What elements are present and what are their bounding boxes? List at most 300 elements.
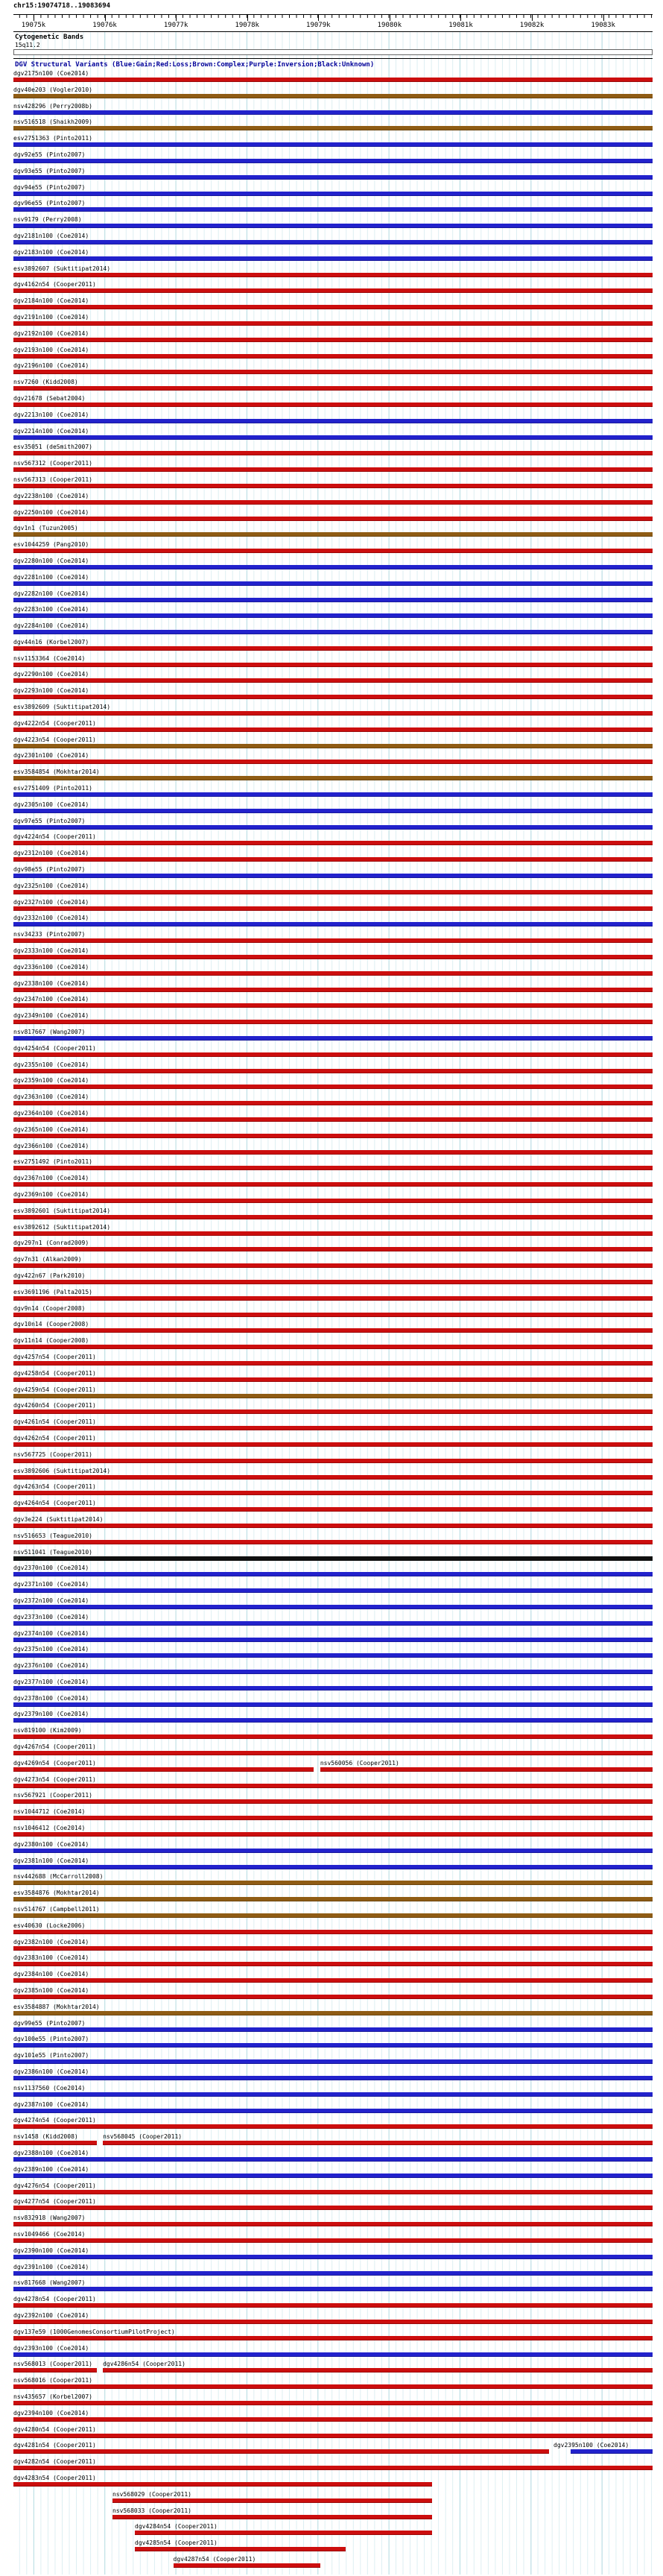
variant-label[interactable]: dgv4224n54 (Cooper2011) bbox=[13, 833, 96, 841]
variant-label[interactable]: dgv97e55 (Pinto2007) bbox=[13, 817, 86, 824]
variant-label[interactable]: dgv2373n100 (Coe2014) bbox=[13, 1613, 89, 1620]
variant-label[interactable]: dgv93e55 (Pinto2007) bbox=[13, 167, 86, 174]
variant-bar[interactable] bbox=[13, 224, 653, 228]
variant-bar[interactable] bbox=[13, 354, 653, 359]
variant-bar[interactable] bbox=[13, 159, 653, 163]
variant-bar[interactable] bbox=[13, 2287, 653, 2291]
variant-bar[interactable] bbox=[13, 581, 653, 586]
variant-bar[interactable] bbox=[13, 1426, 653, 1430]
variant-label[interactable]: dgv4262n54 (Cooper2011) bbox=[13, 1434, 96, 1442]
variant-label[interactable]: dgv422n67 (Park2010) bbox=[13, 1272, 86, 1279]
variant-bar[interactable] bbox=[13, 435, 653, 440]
variant-label[interactable]: dgv297n1 (Conrad2009) bbox=[13, 1240, 89, 1247]
variant-bar[interactable] bbox=[112, 2498, 432, 2503]
variant-label[interactable]: nsv1153364 (Coe2014) bbox=[13, 654, 86, 662]
variant-bar[interactable] bbox=[13, 1995, 653, 1999]
variant-bar[interactable] bbox=[13, 598, 653, 602]
variant-label[interactable]: dgv2383n100 (Coe2014) bbox=[13, 1954, 89, 1962]
variant-bar[interactable] bbox=[13, 1231, 653, 1236]
variant-bar[interactable] bbox=[13, 1572, 653, 1576]
variant-label[interactable]: dgv4260n54 (Cooper2011) bbox=[13, 1402, 96, 1409]
variant-bar[interactable] bbox=[13, 2157, 653, 2162]
variant-label[interactable]: nsv7260 (Kidd2008) bbox=[13, 379, 78, 386]
variant-bar[interactable] bbox=[13, 192, 653, 196]
variant-bar[interactable] bbox=[13, 532, 653, 537]
variant-label[interactable]: dgv2380n100 (Coe2014) bbox=[13, 1840, 89, 1848]
variant-bar[interactable] bbox=[13, 1507, 653, 1512]
variant-label[interactable]: dgv2367n100 (Coe2014) bbox=[13, 1175, 89, 1182]
variant-bar[interactable] bbox=[13, 565, 653, 569]
variant-label[interactable]: nsv1137560 (Coe2014) bbox=[13, 2084, 86, 2092]
variant-label[interactable]: nsv1046412 (Coe2014) bbox=[13, 1825, 86, 1832]
variant-bar[interactable] bbox=[13, 2320, 653, 2324]
variant-label[interactable]: dgv2196n100 (Coe2014) bbox=[13, 362, 89, 370]
variant-bar[interactable] bbox=[13, 1946, 653, 1951]
variant-label[interactable]: dgv137e59 (1000GenomesConsortiumPilotProject) bbox=[13, 2328, 175, 2335]
variant-label[interactable]: dgv1n1 (Tuzun2005) bbox=[13, 525, 78, 532]
variant-label[interactable]: nsv435657 (Korbel2007) bbox=[13, 2393, 92, 2400]
variant-label[interactable]: dgv4283n54 (Cooper2011) bbox=[13, 2474, 96, 2481]
variant-bar[interactable] bbox=[13, 1816, 653, 1820]
variant-label[interactable]: dgv2284n100 (Coe2014) bbox=[13, 622, 89, 630]
variant-bar[interactable] bbox=[13, 126, 653, 130]
variant-label[interactable]: dgv2384n100 (Coe2014) bbox=[13, 1971, 89, 1978]
variant-label[interactable]: nsv817668 (Wang2007) bbox=[13, 2279, 86, 2287]
variant-label[interactable]: dgv2385n100 (Coe2014) bbox=[13, 1987, 89, 1995]
variant-bar[interactable] bbox=[13, 663, 653, 667]
variant-bar[interactable] bbox=[13, 1978, 653, 1983]
variant-label[interactable]: dgv2193n100 (Coe2014) bbox=[13, 346, 89, 353]
variant-bar[interactable] bbox=[13, 1767, 314, 1772]
variant-bar[interactable] bbox=[13, 2174, 653, 2178]
variant-label[interactable]: dgv92e55 (Pinto2007) bbox=[13, 151, 86, 158]
variant-bar[interactable] bbox=[13, 1605, 653, 1609]
variant-bar[interactable] bbox=[13, 988, 653, 992]
variant-label[interactable]: dgv2387n100 (Coe2014) bbox=[13, 2100, 89, 2108]
variant-bar[interactable] bbox=[13, 825, 653, 830]
variant-bar[interactable] bbox=[13, 613, 653, 618]
variant-label[interactable]: dgv40e203 (Vogler2010) bbox=[13, 86, 92, 93]
variant-label[interactable]: nsv819100 (Kim2009) bbox=[13, 1727, 82, 1734]
variant-label[interactable]: dgv2213n100 (Coe2014) bbox=[13, 411, 89, 418]
variant-label[interactable]: dgv2338n100 (Coe2014) bbox=[13, 979, 89, 987]
variant-label[interactable]: dgv2327n100 (Coe2014) bbox=[13, 898, 89, 906]
variant-label[interactable]: dgv4280n54 (Cooper2011) bbox=[13, 2425, 96, 2433]
variant-bar[interactable] bbox=[13, 809, 653, 813]
variant-label[interactable]: dgv2305n100 (Coe2014) bbox=[13, 801, 89, 808]
variant-label[interactable]: dgv11n14 (Cooper2008) bbox=[13, 1337, 89, 1345]
variant-label[interactable]: dgv2378n100 (Coe2014) bbox=[13, 1694, 89, 1702]
variant-label[interactable]: esv3584854 (Mokhtar2014) bbox=[13, 768, 100, 776]
variant-label[interactable]: dgv100e55 (Pinto2007) bbox=[13, 2036, 89, 2043]
variant-label[interactable]: dgv2183n100 (Coe2014) bbox=[13, 248, 89, 256]
variant-bar[interactable] bbox=[13, 1734, 653, 1739]
variant-bar[interactable] bbox=[13, 678, 653, 683]
variant-label[interactable]: dgv2283n100 (Coe2014) bbox=[13, 606, 89, 613]
variant-bar[interactable] bbox=[13, 402, 653, 407]
variant-label[interactable]: dgv2377n100 (Coe2014) bbox=[13, 1678, 89, 1685]
variant-bar[interactable] bbox=[13, 695, 653, 699]
variant-bar[interactable] bbox=[13, 2076, 653, 2080]
variant-bar[interactable] bbox=[13, 971, 653, 976]
variant-bar[interactable] bbox=[13, 338, 653, 342]
variant-bar[interactable] bbox=[13, 776, 653, 780]
variant-bar[interactable] bbox=[13, 288, 653, 293]
variant-label[interactable]: dgv2372n100 (Coe2014) bbox=[13, 1597, 89, 1604]
variant-label[interactable]: dgv4281n54 (Cooper2011) bbox=[13, 2442, 96, 2449]
variant-label[interactable]: dgv2379n100 (Coe2014) bbox=[13, 1711, 89, 1718]
variant-bar[interactable] bbox=[13, 2336, 653, 2340]
variant-bar[interactable] bbox=[13, 2092, 653, 2097]
variant-bar[interactable] bbox=[13, 517, 653, 521]
variant-bar[interactable] bbox=[13, 1361, 653, 1366]
variant-bar[interactable] bbox=[13, 938, 653, 943]
variant-bar[interactable] bbox=[13, 2417, 653, 2422]
variant-bar[interactable] bbox=[13, 240, 653, 244]
variant-label[interactable]: nsv568013 (Cooper2011) bbox=[13, 2361, 92, 2368]
variant-bar[interactable] bbox=[13, 1328, 653, 1333]
variant-bar[interactable] bbox=[13, 1621, 653, 1626]
variant-bar[interactable] bbox=[13, 2434, 653, 2438]
variant-label[interactable]: nsv832918 (Wang2007) bbox=[13, 2214, 86, 2222]
variant-bar[interactable] bbox=[13, 1524, 653, 1528]
variant-bar[interactable] bbox=[13, 1459, 653, 1463]
variant-label[interactable]: nsv568033 (Cooper2011) bbox=[112, 2507, 191, 2514]
variant-bar[interactable] bbox=[13, 1313, 653, 1317]
variant-label[interactable]: dgv2365n100 (Coe2014) bbox=[13, 1126, 89, 1133]
variant-bar[interactable] bbox=[13, 1215, 653, 1219]
variant-bar[interactable] bbox=[13, 727, 653, 732]
variant-label[interactable]: dgv2281n100 (Coe2014) bbox=[13, 573, 89, 581]
variant-bar[interactable] bbox=[13, 467, 653, 472]
variant-bar[interactable] bbox=[13, 1345, 653, 1349]
variant-label[interactable]: dgv2395n100 (Coe2014) bbox=[553, 2442, 629, 2449]
variant-bar[interactable] bbox=[13, 2109, 653, 2113]
variant-bar[interactable] bbox=[13, 760, 653, 764]
variant-label[interactable]: dgv4285n54 (Cooper2011) bbox=[135, 2539, 218, 2547]
variant-label[interactable]: dgv4162n54 (Cooper2011) bbox=[13, 281, 96, 288]
variant-label[interactable]: dgv2290n100 (Coe2014) bbox=[13, 671, 89, 678]
variant-bar[interactable] bbox=[13, 1409, 653, 1414]
variant-bar[interactable] bbox=[13, 1881, 653, 1885]
variant-bar[interactable] bbox=[13, 2384, 653, 2389]
variant-label[interactable]: nsv1458 (Kidd2008) bbox=[13, 2133, 78, 2141]
variant-label[interactable]: dgv2214n100 (Coe2014) bbox=[13, 427, 89, 435]
variant-bar[interactable] bbox=[13, 78, 653, 82]
variant-label[interactable]: nsv514767 (Campbell2011) bbox=[13, 1906, 100, 1913]
variant-label[interactable]: esv2751492 (Pinto2011) bbox=[13, 1158, 92, 1166]
variant-bar[interactable] bbox=[13, 1962, 653, 1966]
variant-bar[interactable] bbox=[13, 1718, 653, 1723]
variant-label[interactable]: esv3892607 (Suktitipat2014) bbox=[13, 265, 111, 272]
variant-bar[interactable] bbox=[13, 1670, 653, 1674]
variant-label[interactable]: dgv4257n54 (Cooper2011) bbox=[13, 1353, 96, 1360]
variant-label[interactable]: nsv1044712 (Coe2014) bbox=[13, 1808, 86, 1816]
variant-bar[interactable] bbox=[13, 1166, 653, 1170]
variant-bar[interactable] bbox=[13, 1799, 653, 1804]
variant-label[interactable]: dgv4276n54 (Cooper2011) bbox=[13, 2182, 96, 2189]
variant-label[interactable]: dgv44n16 (Korbel2007) bbox=[13, 638, 89, 645]
variant-bar[interactable] bbox=[13, 2303, 653, 2308]
variant-label[interactable]: nsv511041 (Teague2010) bbox=[13, 1548, 92, 1556]
variant-label[interactable]: dgv2325n100 (Coe2014) bbox=[13, 882, 89, 889]
variant-bar[interactable] bbox=[13, 305, 653, 309]
variant-label[interactable]: dgv2390n100 (Coe2014) bbox=[13, 2247, 89, 2254]
variant-bar[interactable] bbox=[13, 175, 653, 180]
variant-bar[interactable] bbox=[13, 1638, 653, 1642]
variant-bar[interactable] bbox=[13, 370, 653, 374]
variant-label[interactable]: dgv2364n100 (Coe2014) bbox=[13, 1110, 89, 1117]
variant-label[interactable]: dgv2349n100 (Coe2014) bbox=[13, 1012, 89, 1020]
variant-bar[interactable] bbox=[13, 1865, 653, 1869]
variant-bar[interactable] bbox=[13, 1913, 653, 1918]
variant-label[interactable]: dgv2381n100 (Coe2014) bbox=[13, 1857, 89, 1864]
variant-bar[interactable] bbox=[13, 1475, 653, 1480]
variant-label[interactable]: esv1044259 (Pang2010) bbox=[13, 541, 89, 549]
variant-label[interactable]: dgv4269n54 (Cooper2011) bbox=[13, 1759, 96, 1767]
variant-bar[interactable] bbox=[13, 110, 653, 115]
variant-label[interactable]: dgv2389n100 (Coe2014) bbox=[13, 2165, 89, 2173]
variant-bar[interactable] bbox=[13, 484, 653, 488]
variant-label[interactable]: dgv4258n54 (Cooper2011) bbox=[13, 1369, 96, 1377]
variant-label[interactable]: dgv7n31 (Alkan2009) bbox=[13, 1256, 82, 1263]
variant-label[interactable]: nsv560056 (Cooper2011) bbox=[320, 1759, 399, 1767]
variant-bar[interactable] bbox=[13, 256, 653, 261]
variant-bar[interactable] bbox=[13, 857, 653, 862]
variant-label[interactable]: dgv2375n100 (Coe2014) bbox=[13, 1646, 89, 1653]
variant-label[interactable]: dgv4261n54 (Cooper2011) bbox=[13, 1418, 96, 1426]
variant-bar[interactable] bbox=[174, 2563, 320, 2568]
variant-bar[interactable] bbox=[103, 2368, 653, 2373]
variant-bar[interactable] bbox=[13, 646, 653, 651]
variant-bar[interactable] bbox=[13, 2141, 97, 2145]
variant-bar[interactable] bbox=[13, 1036, 653, 1041]
variant-bar[interactable] bbox=[13, 2466, 653, 2470]
variant-bar[interactable] bbox=[13, 1296, 653, 1301]
variant-bar[interactable] bbox=[13, 792, 653, 797]
variant-bar[interactable] bbox=[13, 2059, 653, 2064]
variant-label[interactable]: dgv2363n100 (Coe2014) bbox=[13, 1093, 89, 1101]
variant-label[interactable]: dgv4263n54 (Cooper2011) bbox=[13, 1483, 96, 1491]
variant-bar[interactable] bbox=[13, 1832, 653, 1837]
variant-bar[interactable] bbox=[13, 1394, 653, 1398]
variant-bar[interactable] bbox=[13, 906, 653, 911]
variant-bar[interactable] bbox=[13, 1134, 653, 1138]
variant-label[interactable]: dgv2355n100 (Coe2014) bbox=[13, 1061, 89, 1068]
variant-label[interactable]: dgv4286n54 (Cooper2011) bbox=[103, 2361, 185, 2368]
variant-bar[interactable] bbox=[13, 1556, 653, 1561]
variant-label[interactable]: dgv2336n100 (Coe2014) bbox=[13, 963, 89, 970]
variant-bar[interactable] bbox=[13, 2222, 653, 2226]
variant-label[interactable]: esv40630 (Locke2006) bbox=[13, 1922, 86, 1929]
variant-bar[interactable] bbox=[13, 744, 653, 748]
variant-bar[interactable] bbox=[13, 874, 653, 878]
variant-bar[interactable] bbox=[135, 2531, 432, 2535]
variant-bar[interactable] bbox=[13, 2238, 653, 2243]
variant-label[interactable]: dgv94e55 (Pinto2007) bbox=[13, 183, 86, 191]
variant-bar[interactable] bbox=[13, 890, 653, 894]
variant-bar[interactable] bbox=[13, 1052, 653, 1057]
variant-label[interactable]: dgv4282n54 (Cooper2011) bbox=[13, 2458, 96, 2466]
variant-bar[interactable] bbox=[13, 2011, 653, 2015]
variant-bar[interactable] bbox=[320, 1767, 653, 1772]
variant-label[interactable]: dgv2359n100 (Coe2014) bbox=[13, 1077, 89, 1085]
variant-label[interactable]: dgv21678 (Sebat2004) bbox=[13, 394, 86, 402]
variant-bar[interactable] bbox=[13, 1897, 653, 1901]
variant-bar[interactable] bbox=[13, 549, 653, 553]
variant-label[interactable]: esv3584887 (Mokhtar2014) bbox=[13, 2003, 100, 2010]
variant-bar[interactable] bbox=[13, 1247, 653, 1251]
variant-bar[interactable] bbox=[13, 711, 653, 716]
variant-label[interactable]: dgv4277n54 (Cooper2011) bbox=[13, 2198, 96, 2206]
variant-label[interactable]: dgv2250n100 (Coe2014) bbox=[13, 508, 89, 516]
variant-label[interactable]: dgv2394n100 (Coe2014) bbox=[13, 2409, 89, 2416]
variant-bar[interactable] bbox=[13, 2271, 653, 2276]
variant-label[interactable]: dgv2374n100 (Coe2014) bbox=[13, 1629, 89, 1637]
variant-label[interactable]: esv2751409 (Pinto2011) bbox=[13, 785, 92, 792]
variant-bar[interactable] bbox=[13, 630, 653, 634]
variant-bar[interactable] bbox=[13, 1085, 653, 1089]
variant-label[interactable]: dgv2392n100 (Coe2014) bbox=[13, 2311, 89, 2319]
variant-bar[interactable] bbox=[13, 1784, 653, 1788]
variant-bar[interactable] bbox=[13, 1540, 653, 1544]
variant-label[interactable]: dgv2238n100 (Coe2014) bbox=[13, 492, 89, 499]
variant-bar[interactable] bbox=[13, 1377, 653, 1382]
variant-bar[interactable] bbox=[13, 1199, 653, 1203]
variant-bar[interactable] bbox=[112, 2515, 432, 2519]
variant-bar[interactable] bbox=[13, 207, 653, 212]
variant-label[interactable]: nsv567725 (Cooper2011) bbox=[13, 1450, 92, 1458]
variant-bar[interactable] bbox=[13, 1442, 653, 1447]
variant-label[interactable]: dgv4274n54 (Cooper2011) bbox=[13, 2117, 96, 2124]
variant-bar[interactable] bbox=[13, 1849, 653, 1853]
variant-label[interactable]: dgv2175n100 (Coe2014) bbox=[13, 70, 89, 77]
variant-label[interactable]: nsv442688 (McCarroll2008) bbox=[13, 1873, 104, 1881]
variant-bar[interactable] bbox=[13, 1280, 653, 1284]
variant-label[interactable]: nsv568016 (Cooper2011) bbox=[13, 2377, 92, 2384]
variant-bar[interactable] bbox=[13, 1069, 653, 1073]
variant-label[interactable]: nsv34233 (Pinto2007) bbox=[13, 931, 86, 938]
variant-label[interactable]: dgv96e55 (Pinto2007) bbox=[13, 200, 86, 207]
variant-label[interactable]: nsv568045 (Cooper2011) bbox=[103, 2133, 183, 2141]
variant-bar[interactable] bbox=[13, 386, 653, 391]
variant-bar[interactable] bbox=[13, 273, 653, 277]
variant-label[interactable]: dgv2282n100 (Coe2014) bbox=[13, 590, 89, 597]
variant-label[interactable]: esv3892612 (Suktitipat2014) bbox=[13, 1223, 111, 1231]
variant-bar[interactable] bbox=[13, 955, 653, 959]
variant-label[interactable]: dgv4264n54 (Cooper2011) bbox=[13, 1500, 96, 1507]
variant-label[interactable]: dgv4259n54 (Cooper2011) bbox=[13, 1386, 96, 1393]
variant-label[interactable]: dgv2332n100 (Coe2014) bbox=[13, 915, 89, 922]
variant-bar[interactable] bbox=[13, 2027, 653, 2032]
variant-label[interactable]: dgv2192n100 (Coe2014) bbox=[13, 329, 89, 337]
variant-bar[interactable] bbox=[13, 1751, 653, 1755]
variant-bar[interactable] bbox=[13, 2449, 549, 2454]
variant-label[interactable]: dgv2191n100 (Coe2014) bbox=[13, 313, 89, 321]
variant-label[interactable]: dgv2386n100 (Coe2014) bbox=[13, 2068, 89, 2076]
variant-bar[interactable] bbox=[13, 2190, 653, 2194]
variant-label[interactable]: dgv2312n100 (Coe2014) bbox=[13, 850, 89, 857]
variant-bar[interactable] bbox=[13, 321, 653, 326]
variant-label[interactable]: nsv428296 (Perry2008b) bbox=[13, 102, 92, 110]
variant-label[interactable]: dgv2370n100 (Coe2014) bbox=[13, 1565, 89, 1572]
variant-label[interactable]: esv3892601 (Suktitipat2014) bbox=[13, 1207, 111, 1214]
variant-label[interactable]: dgv4273n54 (Cooper2011) bbox=[13, 1775, 96, 1783]
variant-label[interactable]: dgv2382n100 (Coe2014) bbox=[13, 1938, 89, 1945]
variant-label[interactable]: nsv1049466 (Coe2014) bbox=[13, 2230, 86, 2238]
variant-label[interactable]: nsv567312 (Cooper2011) bbox=[13, 460, 92, 467]
variant-bar[interactable] bbox=[13, 419, 653, 423]
variant-label[interactable]: dgv10n14 (Cooper2008) bbox=[13, 1321, 89, 1328]
variant-label[interactable]: dgv4287n54 (Cooper2011) bbox=[173, 2555, 256, 2563]
variant-label[interactable]: esv3691196 (Palta2015) bbox=[13, 1288, 92, 1295]
variant-label[interactable]: dgv4222n54 (Cooper2011) bbox=[13, 719, 96, 727]
variant-label[interactable]: dgv2391n100 (Coe2014) bbox=[13, 2263, 89, 2270]
variant-label[interactable]: dgv2366n100 (Coe2014) bbox=[13, 1142, 89, 1149]
variant-bar[interactable] bbox=[13, 922, 653, 926]
variant-bar[interactable] bbox=[13, 2401, 653, 2405]
variant-label[interactable]: nsv567921 (Cooper2011) bbox=[13, 1792, 92, 1799]
variant-bar[interactable] bbox=[13, 2368, 97, 2373]
variant-label[interactable]: dgv99e55 (Pinto2007) bbox=[13, 2019, 86, 2027]
variant-bar[interactable] bbox=[13, 142, 653, 147]
cytoband-bar[interactable] bbox=[13, 49, 653, 55]
variant-bar[interactable] bbox=[571, 2449, 653, 2454]
variant-bar[interactable] bbox=[13, 1150, 653, 1155]
variant-bar[interactable] bbox=[13, 1491, 653, 1495]
variant-label[interactable]: nsv568029 (Cooper2011) bbox=[112, 2490, 191, 2498]
variant-bar[interactable] bbox=[13, 1653, 653, 1658]
variant-label[interactable]: dgv4284n54 (Cooper2011) bbox=[135, 2523, 218, 2531]
variant-label[interactable]: dgv2181n100 (Coe2014) bbox=[13, 232, 89, 239]
variant-bar[interactable] bbox=[13, 1930, 653, 1934]
variant-label[interactable]: dgv2388n100 (Coe2014) bbox=[13, 2150, 89, 2156]
variant-label[interactable]: esv3892609 (Suktitipat2014) bbox=[13, 704, 111, 711]
variant-label[interactable]: dgv2280n100 (Coe2014) bbox=[13, 557, 89, 564]
variant-label[interactable]: dgv4254n54 (Cooper2011) bbox=[13, 1044, 96, 1052]
variant-label[interactable]: dgv2333n100 (Coe2014) bbox=[13, 947, 89, 955]
variant-bar[interactable] bbox=[13, 1702, 653, 1707]
variant-label[interactable]: dgv9n14 (Cooper2008) bbox=[13, 1304, 86, 1312]
variant-label[interactable]: dgv2371n100 (Coe2014) bbox=[13, 1581, 89, 1588]
variant-label[interactable]: nsv9179 (Perry2008) bbox=[13, 216, 82, 224]
variant-label[interactable]: esv3892606 (Suktitipat2014) bbox=[13, 1467, 111, 1474]
variant-label[interactable]: nsv516653 (Teague2010) bbox=[13, 1532, 92, 1539]
variant-label[interactable]: dgv2369n100 (Coe2014) bbox=[13, 1190, 89, 1198]
variant-label[interactable]: dgv2393n100 (Coe2014) bbox=[13, 2344, 89, 2352]
variant-label[interactable]: esv2751363 (Pinto2011) bbox=[13, 135, 92, 142]
variant-label[interactable]: nsv567313 (Cooper2011) bbox=[13, 476, 92, 483]
variant-bar[interactable] bbox=[13, 1182, 653, 1187]
variant-label[interactable]: dgv4278n54 (Cooper2011) bbox=[13, 2296, 96, 2303]
variant-bar[interactable] bbox=[13, 2124, 653, 2129]
variant-bar[interactable] bbox=[13, 1686, 653, 1690]
variant-label[interactable]: nsv516518 (Shaikh2009) bbox=[13, 119, 92, 126]
variant-bar[interactable] bbox=[13, 451, 653, 455]
variant-label[interactable]: nsv817667 (Wang2007) bbox=[13, 1029, 86, 1036]
variant-bar[interactable] bbox=[13, 2255, 653, 2259]
variant-label[interactable]: dgv98e55 (Pinto2007) bbox=[13, 866, 86, 874]
variant-label[interactable]: dgv101e55 (Pinto2007) bbox=[13, 2052, 89, 2059]
variant-label[interactable]: dgv2184n100 (Coe2014) bbox=[13, 297, 89, 305]
variant-bar[interactable] bbox=[13, 1101, 653, 1105]
variant-label[interactable]: dgv2293n100 (Coe2014) bbox=[13, 687, 89, 695]
variant-bar[interactable] bbox=[13, 94, 653, 98]
variant-label[interactable]: dgv2376n100 (Coe2014) bbox=[13, 1662, 89, 1670]
variant-bar[interactable] bbox=[13, 841, 653, 845]
variant-bar[interactable] bbox=[13, 1263, 653, 1268]
variant-bar[interactable] bbox=[13, 2206, 653, 2210]
